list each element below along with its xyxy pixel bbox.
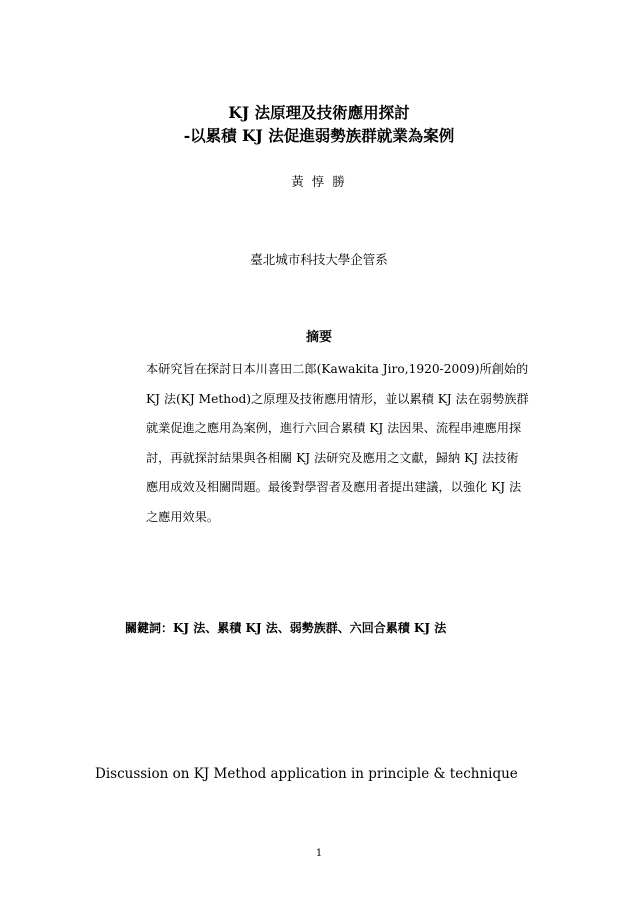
author-name: 黃 惇 勝 [291, 174, 347, 189]
page-number: 1 [315, 848, 323, 859]
paper-title-line-1: KJ 法原理及技術應用探討 [228, 103, 410, 122]
paper-title-line-2: -以累積 KJ 法促進弱勢族群就業為案例 [183, 126, 455, 145]
abstract-line: 本研究旨在探討日本川喜田二郎(Kawakita Jiro,1920-2009)所創始的 [146, 362, 529, 376]
english-title: Discussion on KJ Method application in principle & technique [95, 766, 518, 782]
abstract-body [146, 355, 546, 533]
abstract-line: 就業促進之應用為案例，進行六回合累積 KJ 法因果、流程串連應用探 [146, 421, 522, 436]
abstract-line: 討，再就探討結果與各相關 KJ 法研究及應用之文獻，歸納 KJ 法技術 [146, 450, 519, 465]
abstract-line: KJ 法(KJ Method)之原理及技術應用情形，並以累積 KJ 法在弱勢族群 [146, 391, 529, 406]
abstract-line: 應用成效及相關問題。最後對學習者及應用者提出建議，以強化 KJ 法 [146, 480, 522, 495]
keywords: 關鍵詞：KJ 法、累積 KJ 法、弱勢族群、六回合累積 KJ 法 [125, 621, 447, 635]
abstract-line: 之應用效果。 [146, 509, 220, 524]
author-affiliation: 臺北城市科技大學企管系 [250, 252, 388, 267]
abstract-heading: 摘要 [305, 330, 332, 345]
